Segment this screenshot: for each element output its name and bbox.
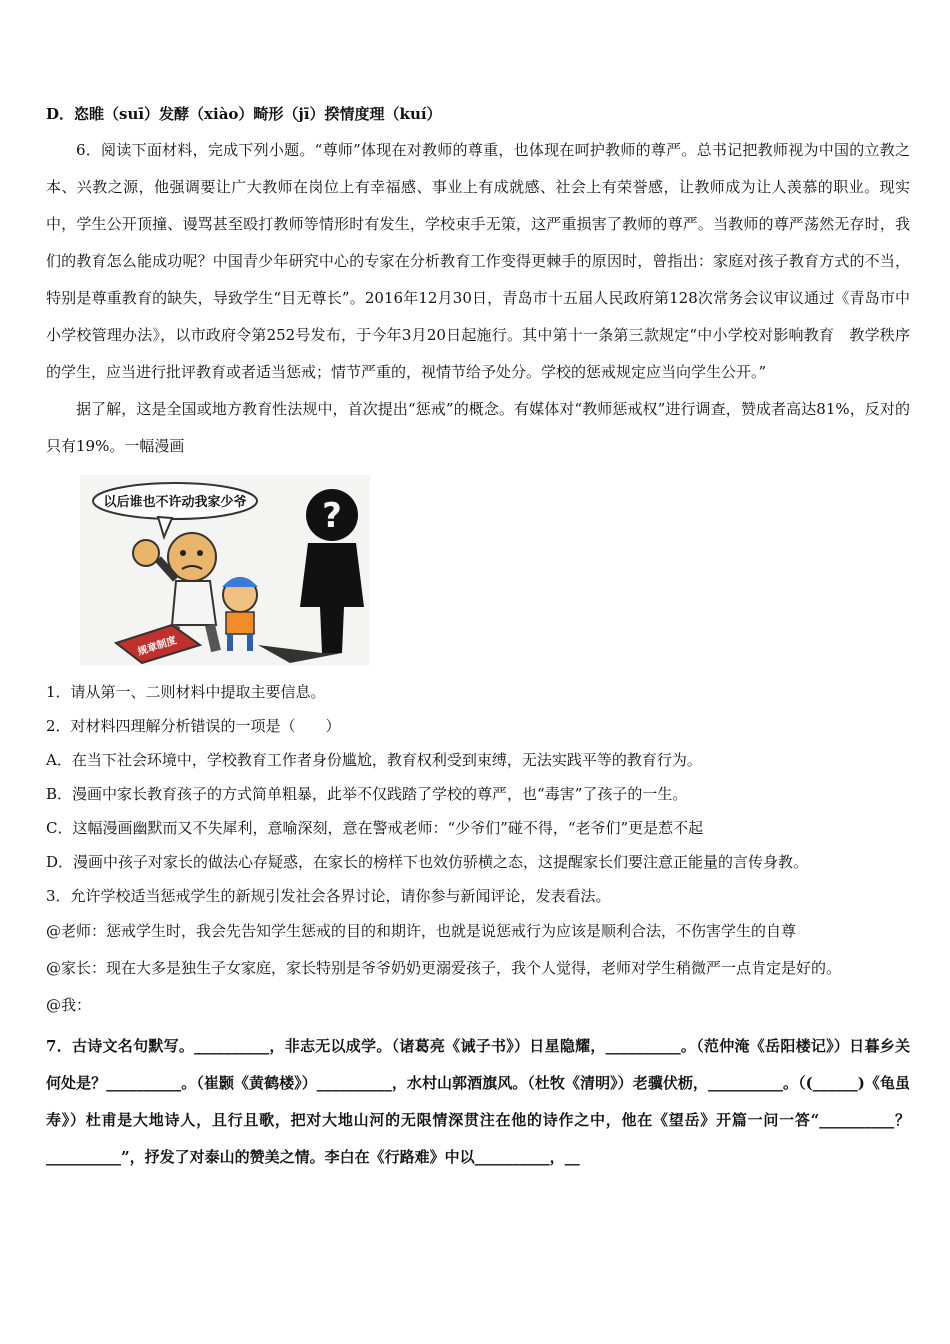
option-d-header: D．恣睢（suī）发酵（xiào）畸形（jī）揆情度理（kuí） xyxy=(46,105,442,123)
q6-survey-paragraph: 据了解，这是全国或地方教育性法规中，首次提出“惩戒”的概念。有媒体对“教师惩戒权”进行调查，赞成者高达81%，反对的只有19%。一幅漫画 xyxy=(46,400,910,455)
question-7: 7．古诗文名句默写。__________，非志无以成学。（诸葛亮《诫子书》）日星隐耀，__________。（范仲淹《岳阳楼记》）日暮乡关何处是？__________。（崔颢《黄鹤楼》）__________，水村山郭酒旗风。（杜牧《清明》）老骥伏枥，__________。（(______)《龟虽寿》）杜甫是大地诗人，且行且歌，把对大地山河的无限情深贯注在他的诗作之中，他在《望岳》开篇一问一答“__________？__________”，抒发了对泰山的赞美之情。李白在《行路难》中以__________，__ xyxy=(46,1037,910,1166)
comic-drawing xyxy=(80,475,370,665)
speech-text: 以后谁也不许动我家少爷 xyxy=(103,495,247,510)
comic-illustration xyxy=(80,475,370,665)
question-3: 3．允许学校适当惩戒学生的新规引发社会各界讨论，请你参与新闻评论，发表看法。 xyxy=(46,887,611,905)
question-1: 1．请从第一、二则材料中提取主要信息。 xyxy=(46,683,326,701)
question-mark-icon: ? xyxy=(322,496,342,536)
parent-fist xyxy=(133,540,159,566)
option-a: A．在当下社会环境中，学校教育工作者身份尴尬，教育权利受到束缚，无法实践平等的教育行为。 xyxy=(46,751,702,769)
option-d: D．漫画中孩子对家长的做法心存疑惑，在家长的榜样下也效仿骄横之态，这提醒家长们要注意正能量的言传身教。 xyxy=(46,853,809,871)
teacher-comment: @老师：惩戒学生时，我会先告知学生惩戒的目的和期许，也就是说惩戒行为应该是顺利合法，不伤害学生的自尊 xyxy=(46,922,797,940)
option-c: C．这幅漫画幽默而又不失犀利，意喻深刻，意在警戒老师：“少爷们”碰不得，“老爷们”更是惹不起 xyxy=(46,819,704,837)
parent-comment: @家长：现在大多是独生子女家庭，家长特别是爷爷奶奶更溺爱孩子，我个人觉得，老师对学生稍微严一点肯定是好的。 xyxy=(46,959,842,977)
document-page xyxy=(46,96,910,1176)
q6-material-paragraph: 6．阅读下面材料，完成下列小题。“尊师”体现在对教师的尊重，也体现在呵护教师的尊严。总书记把教师视为中国的立教之本、兴教之源，他强调要让广大教师在岗位上有幸福感、事业上有成就感、社会上有荣誉感，让教师成为让人羡慕的职业。现实中，学生公开顶撞、谩骂甚至殴打教师等情形时有发生，学校束手无策，这严重损害了教师的尊严。当教师的尊严荡然无存时，我们的教育怎么能成功呢？中国青少年研究中心的专家在分析教育工作变得更棘手的原因时，曾指出：家庭对孩子教育方式的不当，特别是尊重教育的缺失，导致学生“目无尊长”。2016年12月30日，青岛市十五届人民政府第128次常务会议审议通过《青岛市中小学校管理办法》，以市政府令第252号发布，于今年3月20日起施行。其中第十一条第三款规定“中小学校对影响教育 教学秩序的学生，应当进行批评教育或者适当惩戒；情节严重的，视情节给予处分。学校的惩戒规定应当向学生公开。” xyxy=(46,141,910,381)
parent-eye-right xyxy=(197,550,203,556)
parent-eye-left xyxy=(180,550,186,556)
question-2: 2．对材料四理解分析错误的一项是（ ） xyxy=(46,717,341,735)
rule-book-text: 规章制度 xyxy=(136,635,178,659)
child-body xyxy=(226,612,254,634)
parent-body xyxy=(172,581,216,625)
option-b: B．漫画中家长教育孩子的方式简单粗暴，此举不仅践踏了学校的尊严，也“毒害”了孩子的一生。 xyxy=(46,785,688,803)
my-comment: @我： xyxy=(46,996,92,1014)
